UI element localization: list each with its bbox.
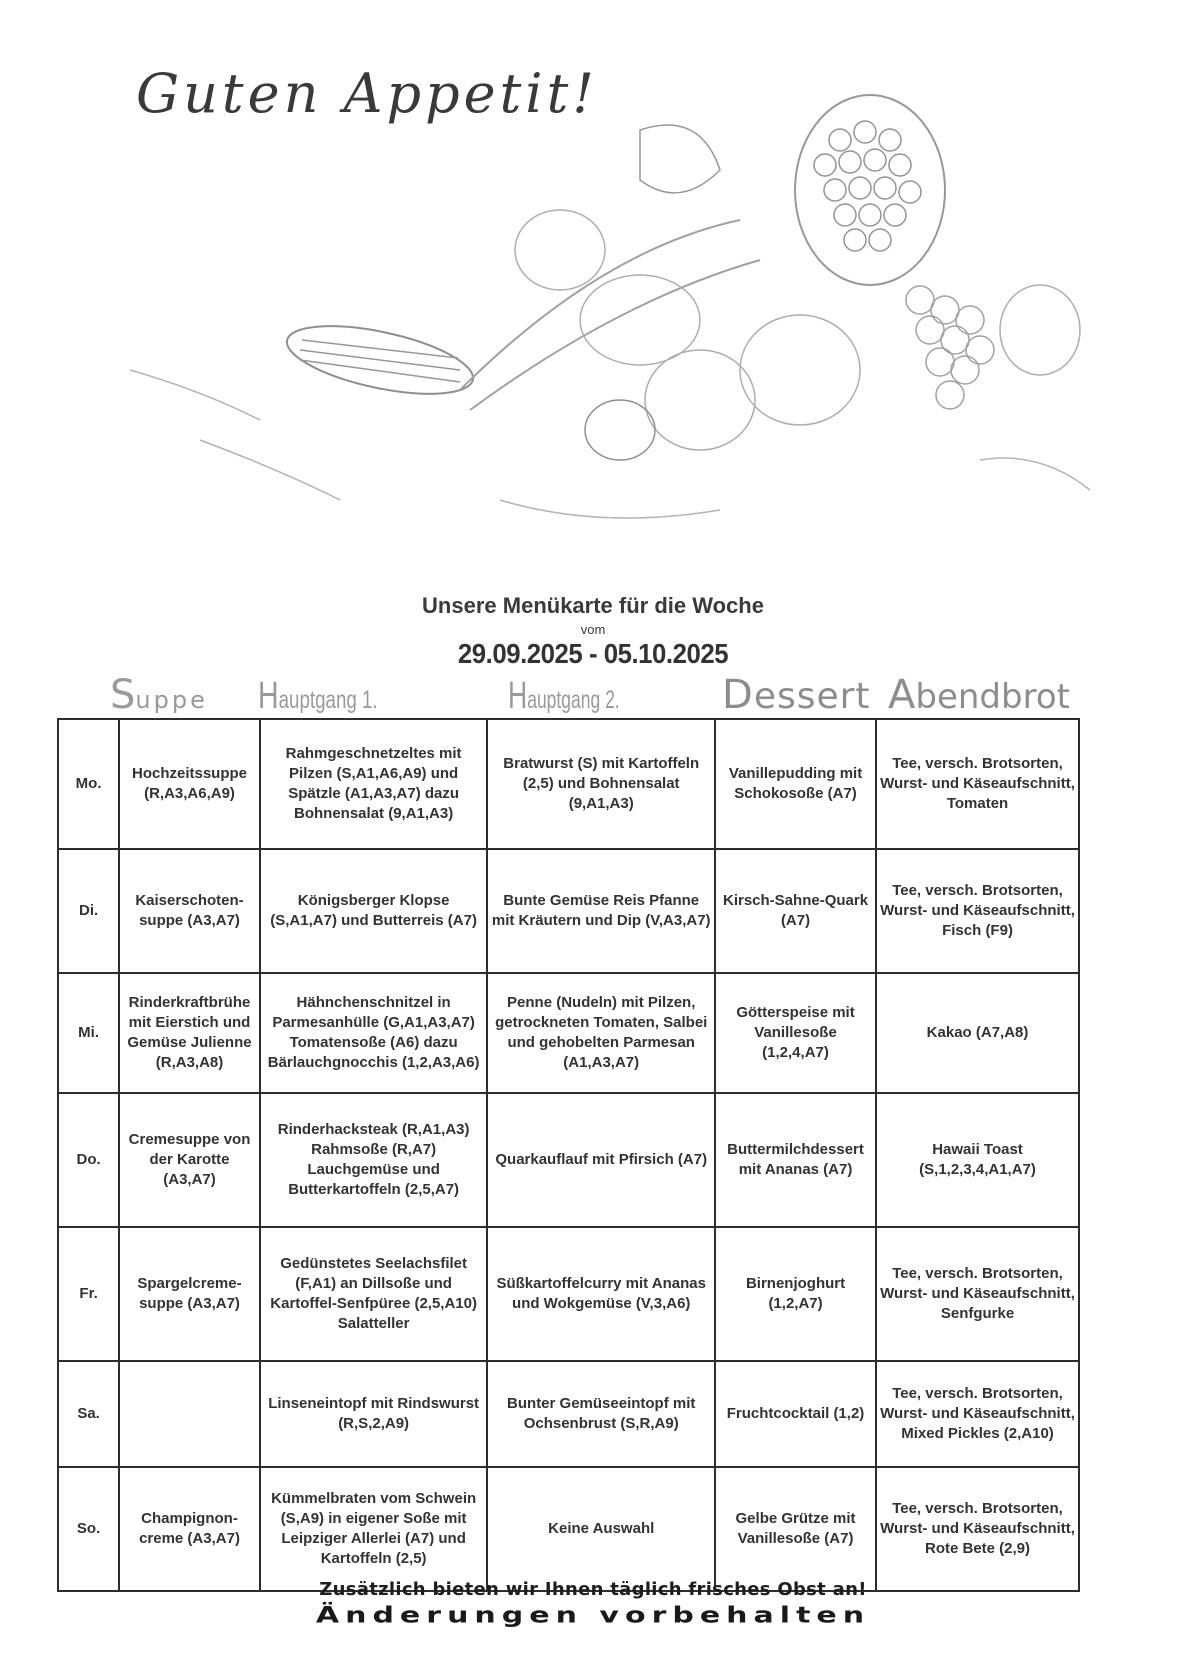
- fruit-vegetable-illustration: [80, 70, 1130, 570]
- suppe-cell: Kaiserschoten-suppe (A3,A7): [119, 849, 260, 973]
- suppe-cell: Rinderkraftbrühe mit Eierstich und Gemüse Julienne (R,A3,A8): [119, 973, 260, 1093]
- abendbrot-cell: Tee, versch. Brotsorten, Wurst- und Käseaufschnitt, Senfgurke: [876, 1227, 1079, 1361]
- fresh-fruit-notice: Zusätzlich bieten wir Ihnen täglich frisches Obst an!: [319, 1579, 867, 1600]
- dessert-cell: Birnenjoghurt (1,2,A7): [715, 1227, 876, 1361]
- dessert-cell: Fruchtcocktail (1,2): [715, 1361, 876, 1467]
- column-header-hauptgang1: [258, 675, 378, 718]
- weekly-menu-table: [57, 718, 1080, 1592]
- dessert-cell: Götterspeise mit Vanillesoße (1,2,4,A7): [715, 973, 876, 1093]
- abendbrot-cell: Tee, versch. Brotsorten, Wurst- und Käseaufschnitt, Tomaten: [876, 719, 1079, 849]
- hero-title: Guten Appetit!: [136, 62, 598, 125]
- hauptgang2-cell: Penne (Nudeln) mit Pilzen, getrockneten Tomaten, Salbei und gehobelten Parmesan (A1,A3,A7): [487, 973, 715, 1093]
- header-initial: H: [508, 675, 528, 717]
- menu-row-saturday: [58, 1361, 1079, 1467]
- header-rest: bendbrot: [915, 677, 1070, 717]
- hauptgang2-cell: Bunter Gemüseeintopf mit Ochsenbrust (S,R,A9): [487, 1361, 715, 1467]
- menu-row-tuesday: [58, 849, 1079, 973]
- dessert-cell: Kirsch-Sahne-Quark (A7): [715, 849, 876, 973]
- day-label: Fr.: [58, 1227, 119, 1361]
- menu-row-monday: [58, 719, 1079, 849]
- column-header-abendbrot: [888, 672, 1070, 718]
- column-header-hauptgang2: [508, 675, 620, 718]
- date-range: 29.09.2025 - 05.10.2025: [457, 638, 729, 669]
- suppe-cell: Cremesuppe von der Karotte (A3,A7): [119, 1093, 260, 1227]
- dessert-cell: Gelbe Grütze mit Vanillesoße (A7): [715, 1467, 876, 1591]
- suppe-cell: Hochzeitssuppe (R,A3,A6,A9): [119, 719, 260, 849]
- abendbrot-cell: Tee, versch. Brotsorten, Wurst- und Käseaufschnitt, Mixed Pickles (2,A10): [876, 1361, 1079, 1467]
- dessert-cell: Vanillepudding mit Schokosoße (A7): [715, 719, 876, 849]
- date-prefix: vom: [580, 622, 606, 637]
- day-label: Do.: [58, 1093, 119, 1227]
- hauptgang2-cell: Quarkauflauf mit Pfirsich (A7): [487, 1093, 715, 1227]
- hauptgang1-cell: Königsberger Klopse (S,A1,A7) und Butterreis (A7): [260, 849, 488, 973]
- header-rest: auptgang 2.: [527, 686, 620, 714]
- day-label: Mo.: [58, 719, 119, 849]
- hauptgang1-cell: Linseneintopf mit Rindswurst (R,S,2,A9): [260, 1361, 488, 1467]
- day-label: Di.: [58, 849, 119, 973]
- menu-row-sunday: [58, 1467, 1079, 1591]
- suppe-cell: Champignon-creme (A3,A7): [119, 1467, 260, 1591]
- header-initial: D: [722, 672, 754, 718]
- menu-row-friday: [58, 1227, 1079, 1361]
- hauptgang2-cell: Bratwurst (S) mit Kartoffeln (2,5) und Bohnensalat (9,A1,A3): [487, 719, 715, 849]
- header-initial: A: [888, 672, 916, 718]
- menu-row-wednesday: [58, 973, 1079, 1093]
- column-header-suppe: [110, 672, 208, 718]
- abendbrot-cell: Hawaii Toast (S,1,2,3,4,A1,A7): [876, 1093, 1079, 1227]
- abendbrot-cell: Kakao (A7,A8): [876, 973, 1079, 1093]
- hauptgang1-cell: Rinderhacksteak (R,A1,A3) Rahmsoße (R,A7) Lauchgemüse und Butterkartoffeln (2,5,A7): [260, 1093, 488, 1227]
- day-label: So.: [58, 1467, 119, 1591]
- hauptgang2-cell: Süßkartoffelcurry mit Ananas und Wokgemüse (V,3,A6): [487, 1227, 715, 1361]
- menu-row-thursday: [58, 1093, 1079, 1227]
- header-initial: S: [110, 672, 136, 718]
- header-rest: essert: [753, 676, 871, 717]
- header-rest: auptgang 1.: [278, 686, 378, 714]
- hauptgang1-cell: Gedünstetes Seelachsfilet (F,A1) an Dillsoße und Kartoffel-Senfpüree (2,5,A10) Salatteller: [260, 1227, 488, 1361]
- dessert-cell: Buttermilchdessert mit Ananas (A7): [715, 1093, 876, 1227]
- suppe-cell: Spargelcreme-suppe (A3,A7): [119, 1227, 260, 1361]
- hero-banner: [0, 0, 1186, 580]
- header-rest: uppe: [135, 686, 208, 714]
- header-initial: H: [258, 675, 279, 717]
- menu-title: Unsere Menükarte für die Woche: [422, 593, 764, 618]
- suppe-cell: [119, 1361, 260, 1467]
- hauptgang2-cell: Keine Auswahl: [487, 1467, 715, 1591]
- abendbrot-cell: Tee, versch. Brotsorten, Wurst- und Käseaufschnitt, Fisch (F9): [876, 849, 1079, 973]
- hauptgang1-cell: Kümmelbraten vom Schwein (S,A9) in eigener Soße mit Leipziger Allerlei (A7) und Kartoffeln (2,5): [260, 1467, 488, 1591]
- column-header-dessert: [722, 672, 871, 718]
- day-label: Mi.: [58, 973, 119, 1093]
- changes-reserved-notice: Änderungen vorbehalten: [315, 1602, 871, 1629]
- hauptgang1-cell: Rahmgeschnetzeltes mit Pilzen (S,A1,A6,A9) und Spätzle (A1,A3,A7) dazu Bohnensalat (9,A1,A3): [260, 719, 488, 849]
- hauptgang2-cell: Bunte Gemüse Reis Pfanne mit Kräutern und Dip (V,A3,A7): [487, 849, 715, 973]
- day-label: Sa.: [58, 1361, 119, 1467]
- abendbrot-cell: Tee, versch. Brotsorten, Wurst- und Käseaufschnitt, Rote Bete (2,9): [876, 1467, 1079, 1591]
- hauptgang1-cell: Hähnchenschnitzel in Parmesanhülle (G,A1,A3,A7) Tomatensoße (A6) dazu Bärlauchgnocchis (1,2,A3,A6): [260, 973, 488, 1093]
- column-headers: [0, 674, 1186, 720]
